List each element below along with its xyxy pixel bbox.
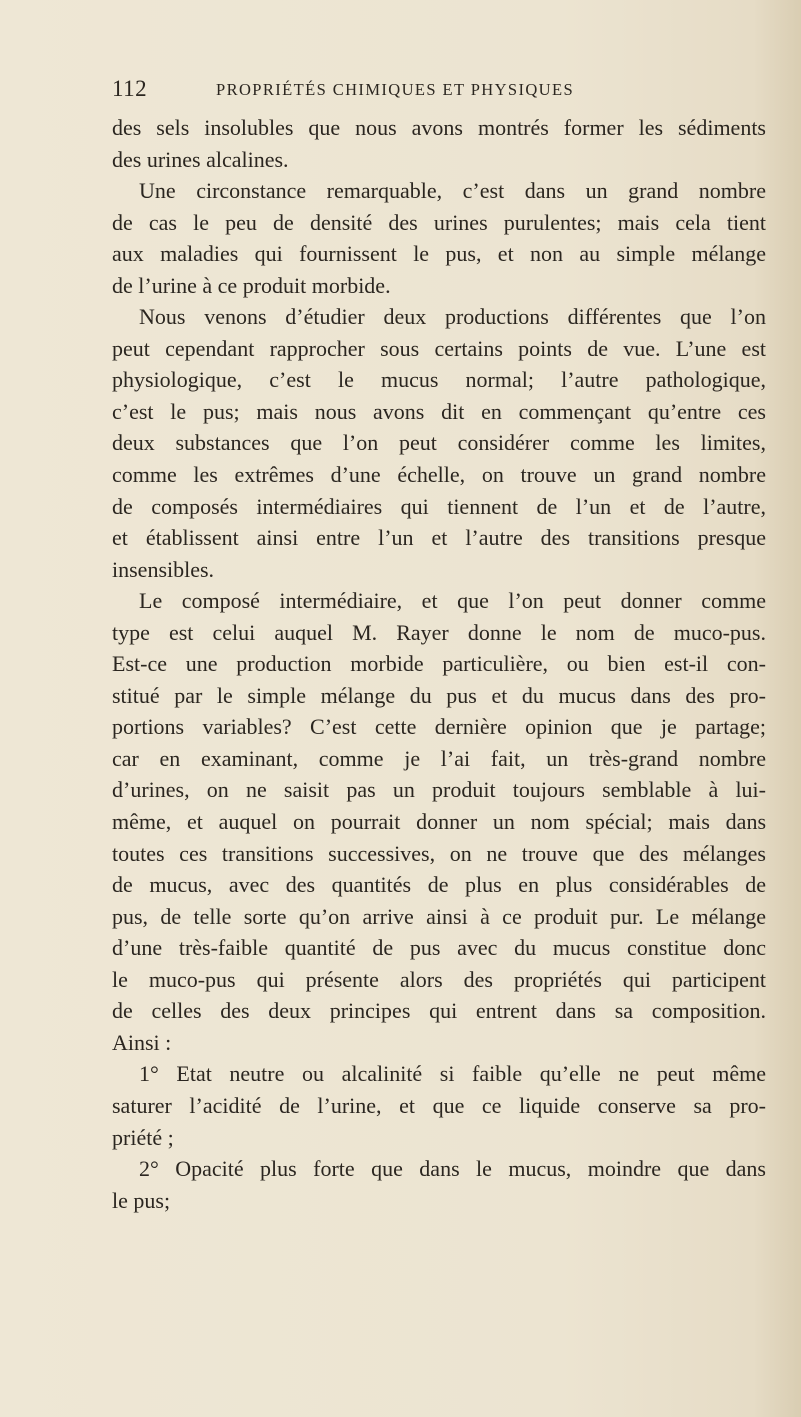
text-line: même, et auquel on pourrait donner un nom spécial; mais dans [112, 809, 766, 835]
page-header [112, 74, 632, 104]
text-line: deux substances que l’on peut considérer comme les limites, [112, 430, 766, 456]
text-line: d’urines, on ne saisit pas un produit toujours semblable à lui- [112, 777, 766, 803]
text-line: physiologique, c’est le mucus normal; l’autre pathologique, [112, 367, 766, 393]
text-line: peut cependant rapprocher sous certains points de vue. L’une est [112, 335, 766, 361]
text-line: de l’urine à ce produit morbide. [112, 272, 391, 298]
text-line: insensibles. [112, 556, 215, 582]
text-line: Est-ce une production morbide particulière, ou bien est-il con- [112, 651, 766, 677]
text-line: Ainsi : [112, 1029, 172, 1055]
text-line: le pus; [112, 1187, 171, 1213]
list-item-line: 1° Etat neutre ou alcalinité si faible qu’elle ne peut même [139, 1061, 766, 1087]
text-line: c’est le pus; mais nous avons dit en commençant qu’entre ces [112, 398, 766, 424]
paragraph-start-line: Nous venons d’étudier deux productions différentes que l’on [139, 304, 766, 330]
text-line: pus, de telle sorte qu’on arrive ainsi à ce produit pur. Le mélange [112, 903, 766, 929]
page-number: 112 [112, 76, 148, 101]
text-line: de celles des deux principes qui entrent dans sa composition. [112, 998, 766, 1024]
text-line: comme les extrêmes d’une échelle, on trouve un grand nombre [112, 462, 766, 488]
text-line: aux maladies qui fournissent le pus, et non au simple mélange [112, 241, 766, 267]
text-line: de composés intermédiaires qui tiennent de l’un et de l’autre, [112, 493, 766, 519]
text-line: des sels insolubles que nous avons montrés former les sédiments [112, 115, 766, 140]
text-line: d’une très-faible quantité de pus avec du mucus constitue donc [112, 935, 766, 961]
body-text [112, 112, 766, 1216]
text-line: portions variables? C’est cette dernière opinion que je partage; [112, 714, 766, 740]
text-line: toutes ces transitions successives, on ne trouve que des mélanges [112, 840, 766, 866]
list-item-line: 2° Opacité plus forte que dans le mucus, moindre que dans [139, 1156, 766, 1182]
paragraph-start-line: Le composé intermédiaire, et que l’on peut donner comme [139, 588, 766, 614]
text-line: type est celui auquel M. Rayer donne le nom de muco-pus. [112, 619, 766, 645]
text-line: le muco-pus qui présente alors des propriétés qui participent [112, 966, 766, 992]
paragraph-start-line: Une circonstance remarquable, c’est dans un grand nombre [139, 178, 766, 204]
text-line: et établissent ainsi entre l’un et l’autre des transitions presque [112, 525, 766, 551]
text-line: priété ; [112, 1124, 174, 1150]
text-line: stitué par le simple mélange du pus et du mucus dans des pro- [112, 682, 766, 708]
running-head: PROPRIÉTÉS CHIMIQUES ET PHYSIQUES [216, 80, 575, 99]
text-line: des urines alcalines. [112, 146, 289, 172]
text-line: car en examinant, comme je l’ai fait, un très-grand nombre [112, 745, 766, 771]
text-line: de mucus, avec des quantités de plus en plus considérables de [112, 872, 766, 898]
text-line: saturer l’acidité de l’urine, et que ce liquide conserve sa pro- [112, 1092, 766, 1118]
text-line: de cas le peu de densité des urines purulentes; mais cela tient [112, 209, 766, 235]
